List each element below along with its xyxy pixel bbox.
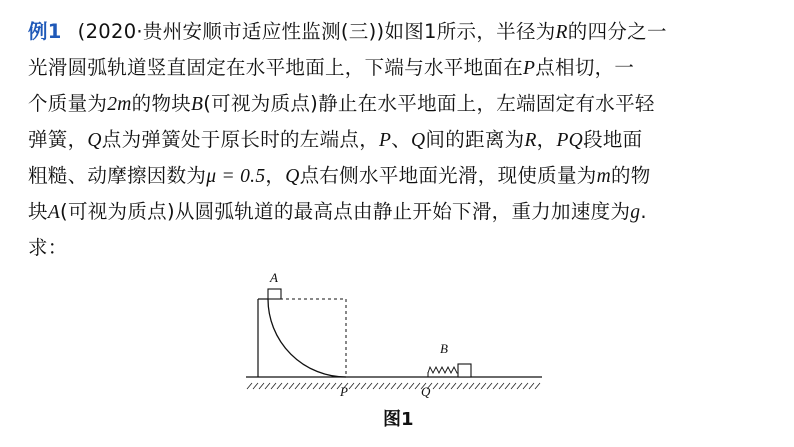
- figure-caption: 图1: [383, 409, 414, 430]
- label-q: Q: [421, 384, 431, 399]
- problem-line-6: 块A(可视为质点)从圆弧轨道的最高点由静止开始下滑，重力加速度为g.: [28, 200, 647, 223]
- problem-line-2: 光滑圆弧轨道竖直固定在水平地面上，下端与水平地面在P点相切，一: [28, 56, 635, 79]
- label-b: B: [440, 341, 448, 356]
- problem-line-5: 粗糙、动摩擦因数为μ = 0.5，Q点右侧水平地面光滑，现使质量为m的物: [28, 164, 651, 187]
- figure-1: [240, 272, 550, 402]
- problem-line-1: 例1 (2020·贵州安顺市适应性监测(三))如图1所示，半径为R的四分之一: [28, 20, 667, 43]
- ground-hatching: [247, 383, 540, 389]
- example-label: 例1: [28, 20, 62, 43]
- arc-track: [268, 299, 346, 377]
- problem-line-4: 弹簧，Q点为弹簧处于原长时的左端点，P、Q间的距离为R，PQ段地面: [28, 128, 643, 151]
- problem-line-3: 个质量为2m的物块B(可视为质点)静止在水平地面上，左端固定有水平轻: [28, 92, 655, 115]
- block-a: [268, 289, 281, 299]
- problem-line-7: 求：: [28, 236, 68, 259]
- figure-diagram: [240, 272, 550, 402]
- block-b: [458, 364, 471, 377]
- label-p: P: [340, 384, 348, 399]
- source-note: (2020·贵州安顺市适应性监测(三)): [77, 20, 385, 43]
- label-a: A: [270, 272, 278, 285]
- spring: [428, 367, 458, 377]
- problem-text: [28, 14, 773, 265]
